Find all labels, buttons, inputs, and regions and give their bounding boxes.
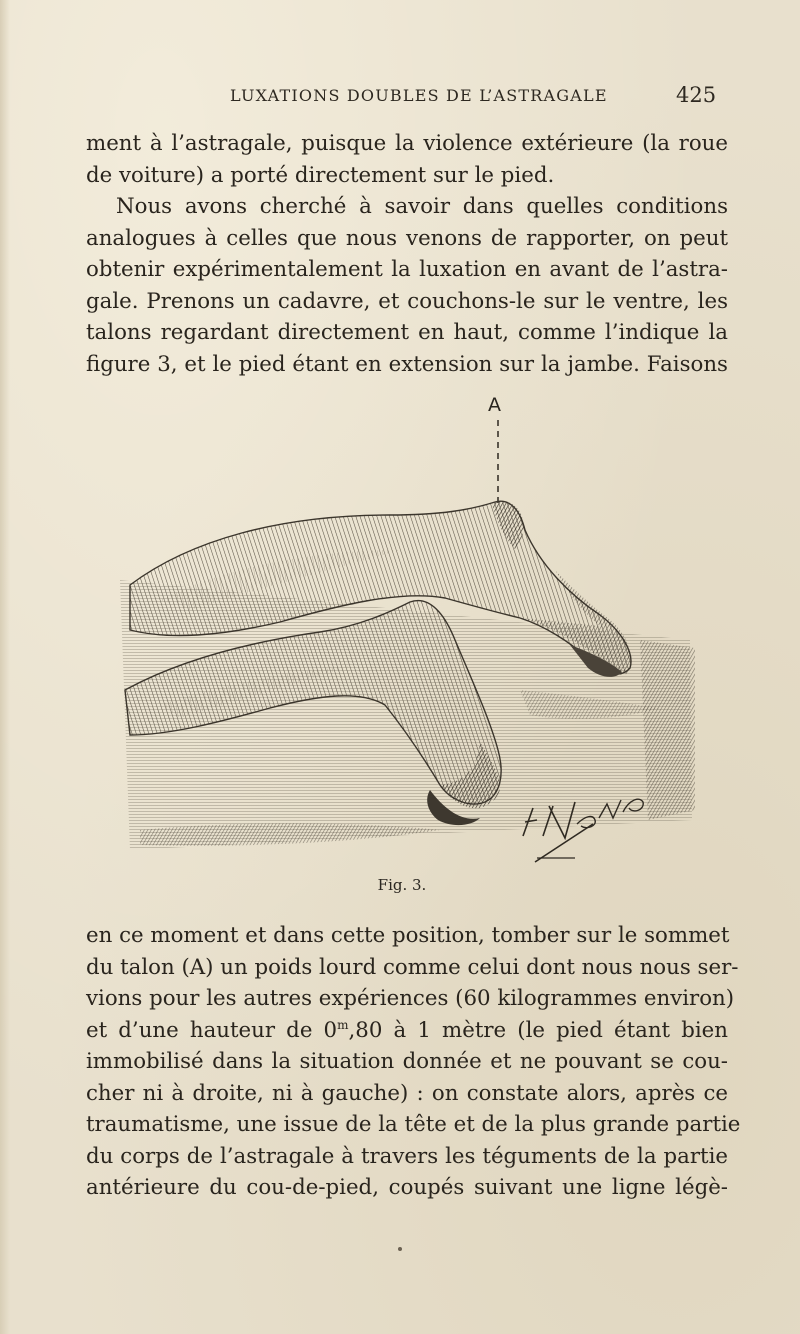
paper-speck xyxy=(398,1247,402,1251)
text-line xyxy=(86,1015,728,1047)
text-line: traumatisme, une issue de la tête et de la plus grande partie xyxy=(86,1112,741,1137)
page-number: 425 xyxy=(676,83,717,107)
signature-glyph xyxy=(515,776,655,866)
text-line: ment à l’astragale, puisque la violence extérieure (la roue xyxy=(86,131,728,156)
text-line: talons regardant directement en haut, comme l’indique la xyxy=(86,320,728,345)
cast-shadow xyxy=(140,823,440,846)
text-line: Nous avons cherché à savoir dans quelles conditions xyxy=(116,194,728,219)
text-line: obtenir expérimentalement la luxation en avant de l’astra- xyxy=(86,257,728,282)
text-fragment: et d’une hauteur de 0 xyxy=(86,1017,338,1043)
text-line: analogues à celles que nous venons de rapporter, on peut xyxy=(86,225,728,251)
figure-caption xyxy=(0,876,800,894)
text-line: antérieure du cou-de-pied, coupés suivant une ligne légè- xyxy=(86,1175,728,1200)
figure-caption-text: Fig. 3. xyxy=(377,876,427,894)
text-line: du talon (A) un poids lourd comme celui dont nous nous ser- xyxy=(86,954,739,980)
running-title: LUXATIONS DOUBLES DE L’ASTRAGALE xyxy=(230,86,608,105)
text-line: vions pour les autres expériences (60 kilogrammes environ) xyxy=(86,986,735,1011)
text-line: en ce moment et dans cette position, tomber sur le sommet xyxy=(86,923,730,948)
text-line: du corps de l’astragale à travers les téguments de la partie xyxy=(86,1143,728,1169)
text-line: gale. Prenons un cadavre, et couchons-le sur le ventre, les xyxy=(86,288,728,314)
text-line: figure 3, et le pied étant en extension sur la jambe. Faisons xyxy=(86,351,728,377)
artist-signature xyxy=(515,776,655,866)
paragraph-bottom xyxy=(86,920,741,1204)
superscript-unit: m xyxy=(337,1017,349,1032)
figure-point-label: A xyxy=(488,394,501,416)
text-fragment: ,80 à 1 mètre (le pied étant bien xyxy=(348,1017,728,1043)
paragraph-top xyxy=(86,128,728,380)
text-line: cher ni à droite, ni à gauche) : on constate alors, après ce xyxy=(86,1080,728,1106)
running-head xyxy=(0,83,800,110)
page-gutter-shadow xyxy=(0,0,10,1334)
text-line: de voiture) a porté directement sur le pied. xyxy=(86,162,555,188)
text-line: immobilisé dans la situation donnée et ne pouvant se cou- xyxy=(86,1049,728,1074)
